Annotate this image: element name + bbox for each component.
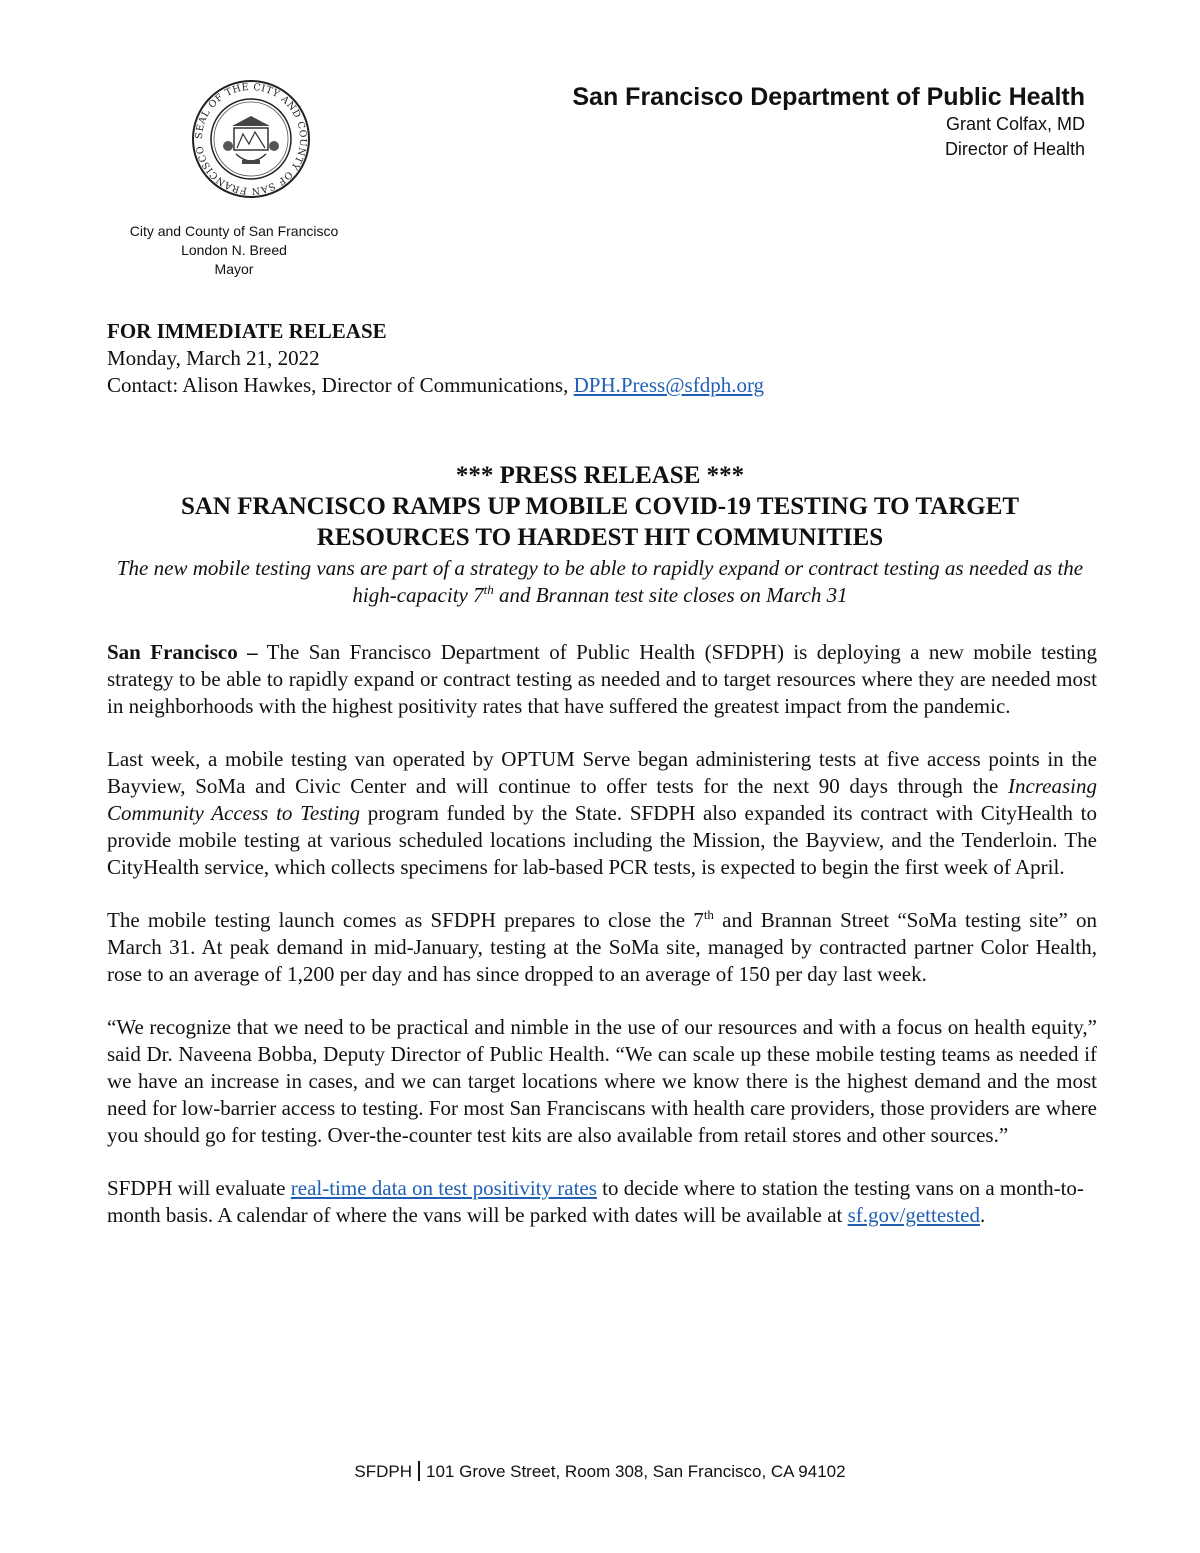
subheadline	[100, 555, 1100, 609]
paragraph-5	[107, 1175, 1097, 1229]
department-name: San Francisco Department of Public Health	[572, 83, 1085, 111]
gettested-link[interactable]: sf.gov/gettested	[847, 1203, 980, 1227]
paragraph-1-text: The San Francisco Department of Public Health (SFDPH) is deploying a new mobile testing strategy to be able to rapidly expand or contract testing as needed and to target resources where they are needed most in neighborhoods with the highest positivity rates that have suffered the greatest impact from the pandemic.	[107, 640, 1097, 718]
contact-line	[107, 372, 764, 399]
agency-header	[572, 82, 1085, 162]
seal-text: SEAL OF THE CITY AND COUNTY OF SAN FRANCISCO	[193, 81, 309, 197]
subheadline-part-1: The new mobile testing vans are part of a strategy to be able to rapidly expand or contract testing as needed as the high-capacity 7	[116, 556, 1084, 607]
mayor-name: London N. Breed	[181, 242, 287, 258]
positivity-data-link[interactable]: real-time data on test positivity rates	[290, 1176, 597, 1200]
city-line: City and County of San Francisco	[129, 223, 339, 239]
press-release-tag: *** PRESS RELEASE ***	[455, 462, 745, 489]
paragraph-3	[107, 907, 1097, 988]
paragraph-3-part-1: The mobile testing launch comes as SFDPH prepares to close the 7	[107, 908, 704, 932]
release-label: FOR IMMEDIATE RELEASE	[107, 319, 387, 343]
director-title: Director of Health	[944, 139, 1085, 159]
paragraph-2	[107, 746, 1097, 881]
footer-address: 101 Grove Street, Room 308, San Francisco, CA 94102	[426, 1462, 846, 1481]
contact-email-link[interactable]: DPH.Press@sfdph.org	[573, 373, 765, 397]
paragraph-3-sup: th	[703, 907, 714, 922]
mayor-title: Mayor	[214, 261, 254, 277]
release-date: Monday, March 21, 2022	[107, 346, 320, 370]
paragraph-5-part-3: .	[980, 1203, 986, 1227]
headline-line-1: SAN FRANCISCO RAMPS UP MOBILE COVID-19 TESTING TO TARGET	[180, 493, 1020, 520]
footer-org: SFDPH	[354, 1462, 413, 1481]
paragraph-1	[107, 639, 1097, 720]
paragraph-2-part-2: program funded by the State. SFDPH also expanded its contract with CityHealth to provide mobile testing at various scheduled locations including the Mission, the Bayview, and the Tenderloin. The CityHealth service, which collects specimens for lab-based PCR tests, is expected to begin the first week of April.	[107, 801, 1097, 879]
paragraph-5-part-1: SFDPH will evaluate	[107, 1176, 291, 1200]
paragraph-4: “We recognize that we need to be practical and nimble in the use of our resources and with a focus on health equity,” said Dr. Naveena Bobba, Deputy Director of Public Health. “We can scale up these mobile testing teams as needed if we have an increase in cases, and we can target locations where we know there is the highest demand and the most need for low-barrier access to testing. For most San Franciscans with health care providers, those providers are where you should go for testing. Over-the-counter test kits are also available from retail stores and other sources.”	[107, 1015, 1097, 1147]
city-seal-icon	[190, 78, 312, 200]
city-seal	[190, 78, 312, 200]
city-block	[117, 222, 351, 279]
paragraph-5-part-2: to decide where to station the testing vans on a month-to-month basis. A calendar of where the vans will be parked with dates will be available at	[107, 1176, 1084, 1227]
headline-line-2: RESOURCES TO HARDEST HIT COMMUNITIES	[316, 524, 884, 551]
subheadline-part-2: and Brannan test site closes on March 31	[493, 583, 848, 607]
footer	[0, 1461, 1200, 1482]
release-block	[107, 318, 764, 399]
headline-block	[100, 460, 1100, 609]
contact-prefix: Contact: Alison Hawkes, Director of Communications,	[107, 373, 574, 397]
footer-divider	[418, 1461, 420, 1481]
program-name: Increasing Community Access to Testing	[107, 774, 1097, 825]
paragraph-2-part-1: Last week, a mobile testing van operated by OPTUM Serve began administering tests at five access points in the Bayview, SoMa and Civic Center and will continue to offer tests for the next 90 days through the	[107, 747, 1097, 798]
subheadline-sup: th	[483, 582, 494, 597]
article-body	[107, 639, 1097, 1255]
paragraph-3-part-2: and Brannan Street “SoMa testing site” on March 31. At peak demand in mid-January, testing at the SoMa site, managed by contracted partner Color Health, rose to an average of 1,200 per day and has since dropped to an average of 150 per day last week.	[107, 908, 1098, 986]
director-name: Grant Colfax, MD	[945, 114, 1085, 134]
dateline: San Francisco –	[107, 640, 258, 664]
